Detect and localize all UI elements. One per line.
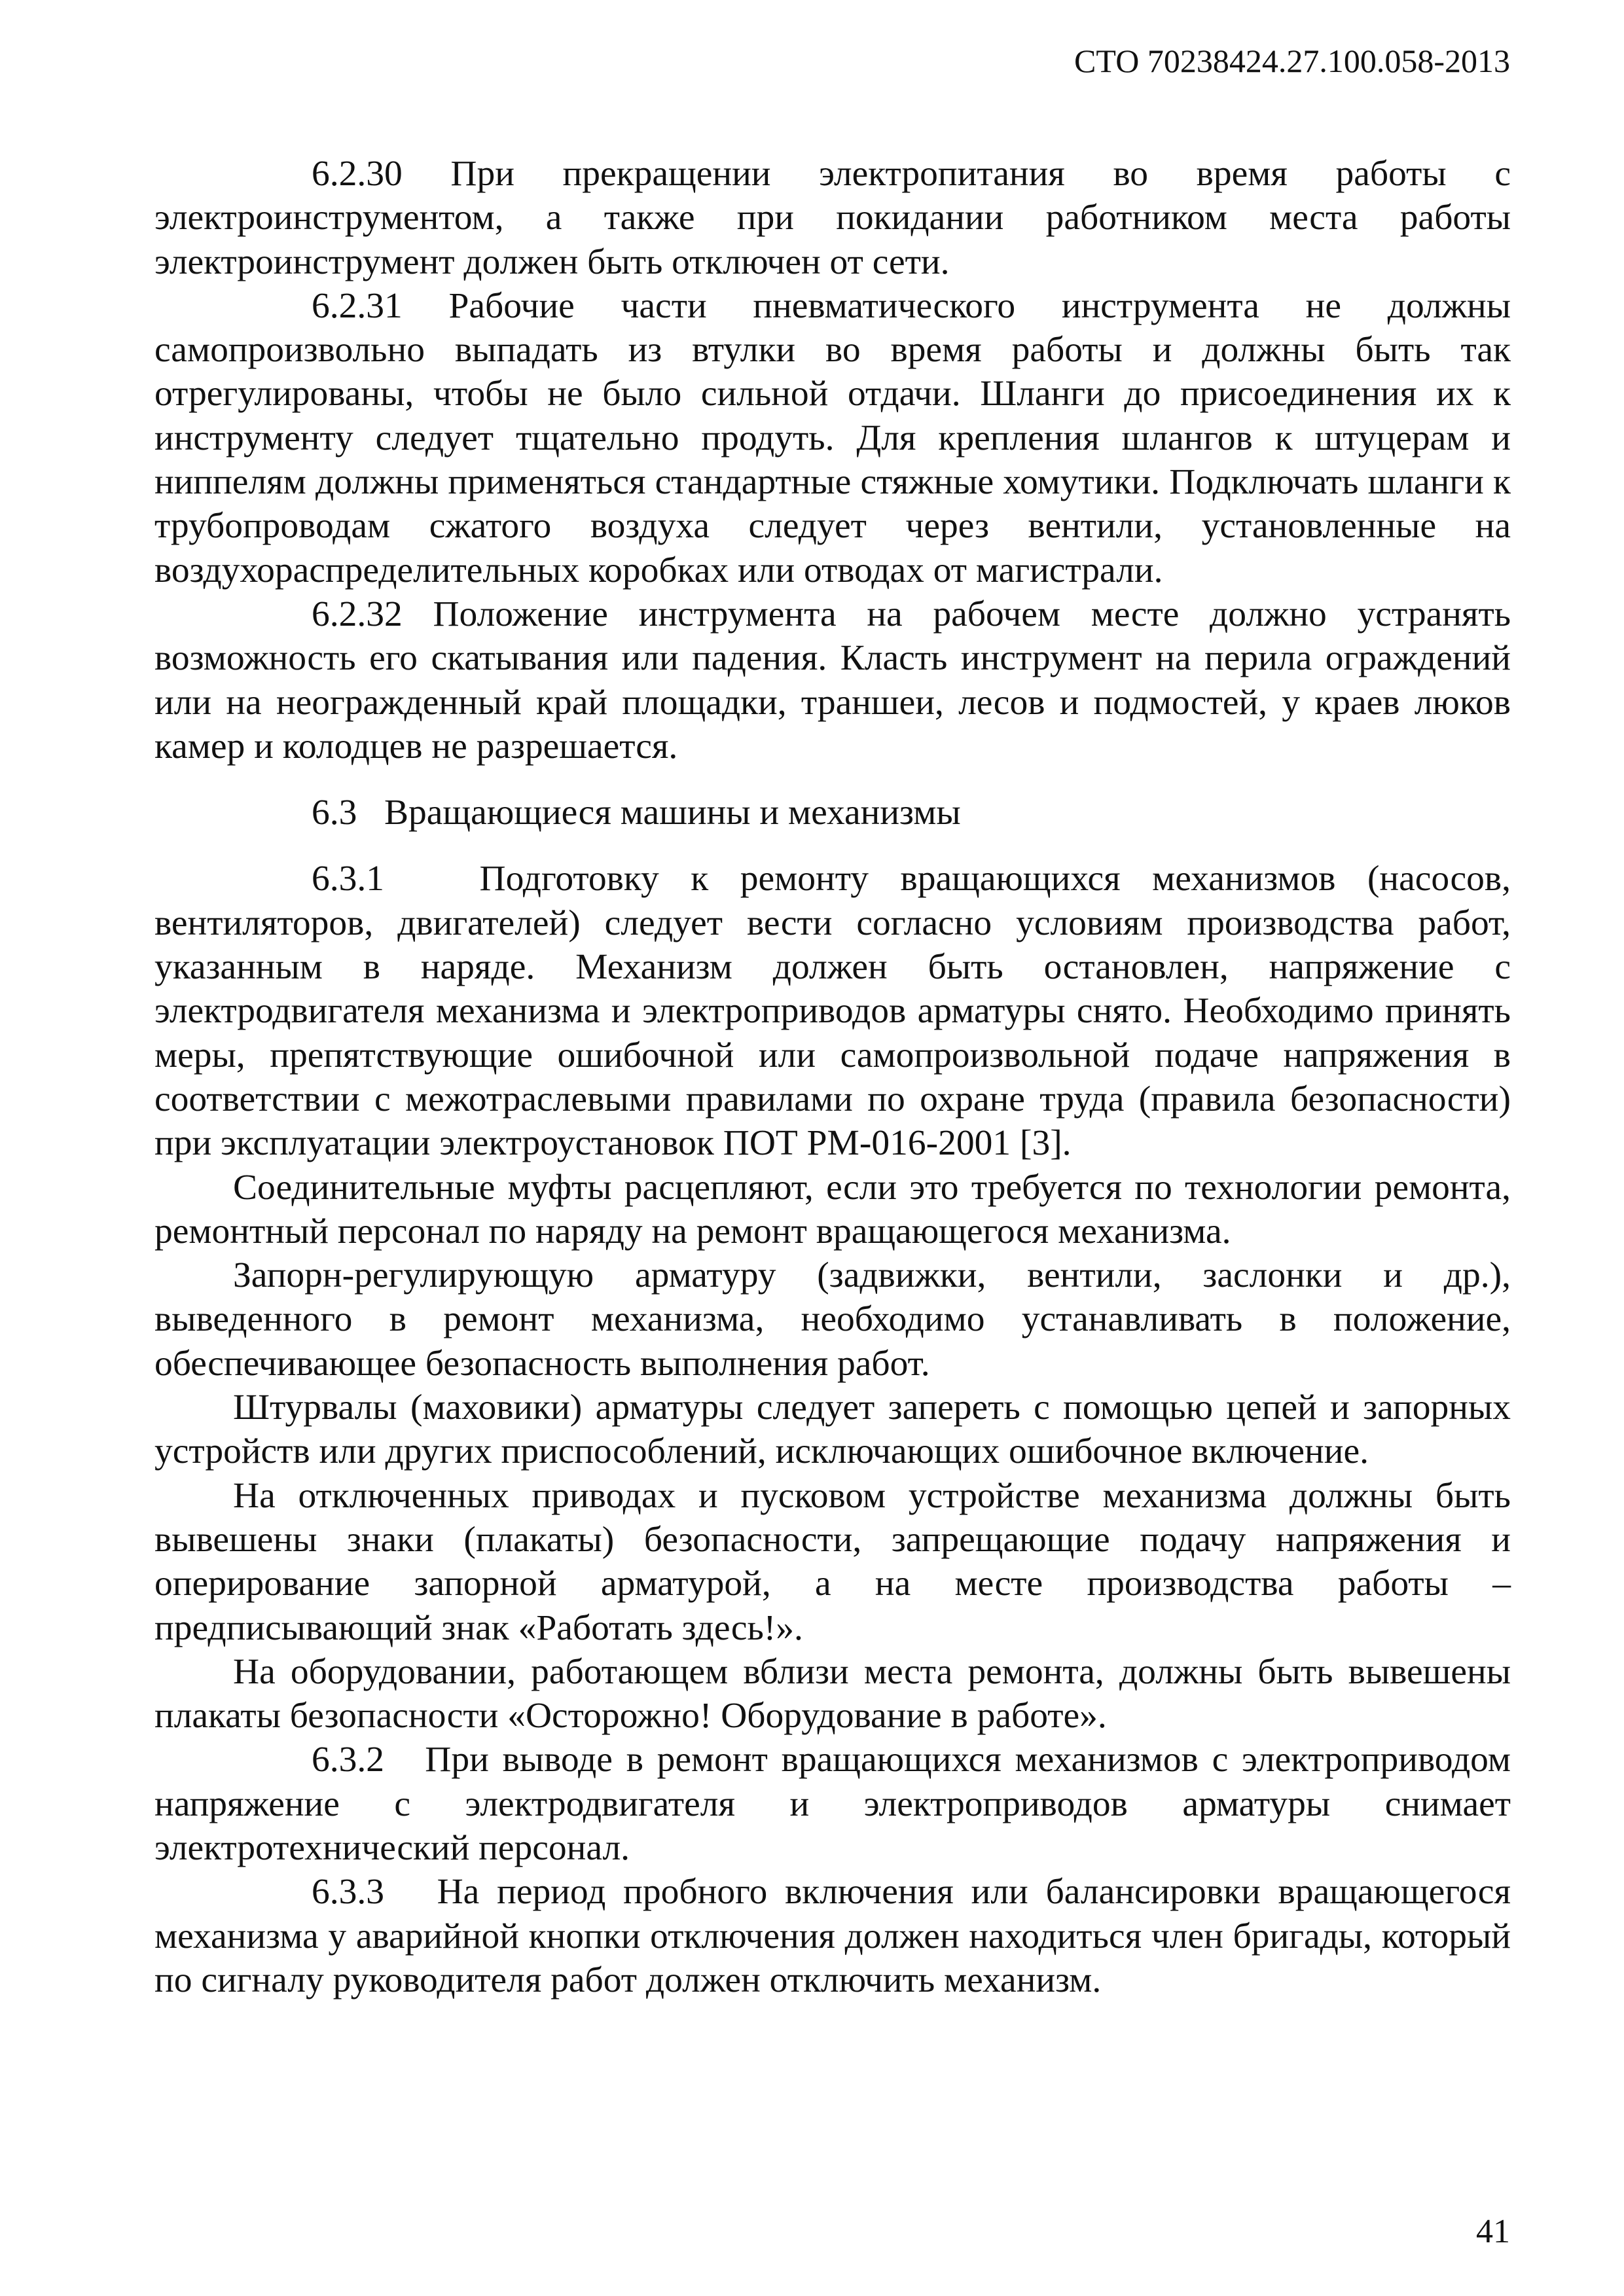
paragraph-text: Штурвалы (маховики) арматуры следует запереть с помощью цепей и запорных устройств или других приспособлений, исключающих ошибочное включение.: [154, 1388, 1511, 1472]
paragraph-number: 6.2.30: [312, 154, 403, 194]
paragraph-handwheels: [154, 1386, 1511, 1474]
paragraph-text: На отключенных приводах и пусковом устройстве механизма должны быть вывешены знаки (плакаты) безопасности, запрещающие подачу напряжения и оперирование запорной арматурой, а на месте производства работы – предписывающий знак «Работать здесь!».: [154, 1475, 1511, 1648]
paragraph-text: На период пробного включения или балансировки вращающегося механизма у аварийной кнопки отключения должен находиться член бригады, который по сигналу руководителя работ должен отключить механизм.: [154, 1872, 1511, 2000]
paragraph-warning-posters: [154, 1650, 1511, 1738]
paragraph-number: 6.2.32: [312, 594, 403, 634]
paragraph-6-2-32: [154, 592, 1511, 768]
document-code-header: СТО 70238424.27.100.058-2013: [1074, 43, 1510, 79]
paragraph-text: На оборудовании, работающем вблизи места ремонта, должны быть вывешены плакаты безопасности «Осторожно! Оборудование в работе».: [154, 1651, 1511, 1736]
paragraph-6-3-1: [154, 857, 1511, 1165]
section-heading-6-3: [154, 791, 1511, 834]
paragraph-safety-signs: [154, 1474, 1511, 1650]
paragraph-text: Соединительные муфты расцепляют, если это требуется по технологии ремонта, ремонтный персонал по наряду на ремонт вращающегося механизма.: [154, 1167, 1511, 1251]
paragraph-number: 6.2.31: [312, 285, 403, 326]
paragraph-text: Подготовку к ремонту вращающихся механизмов (насосов, вентиляторов, двигателей) следует вести согласно условиям производства работ, указанным в наряде. Механизм должен быть остановлен, напряжение с электродвигателя механизма и электроприводов арматуры снято. Необходимо принять меры, препятствующие ошибочной или самопроизвольной подаче напряжения в соответствии с межотраслевыми правилами по охране труда (правила безопасности) при эксплуатации электроустановок ПОТ РМ-016-2001 [3].: [154, 859, 1511, 1164]
paragraph-text: Запорн-регулирующую арматуру (задвижки, вентили, заслонки и др.), выведенного в ремонт механизма, необходимо устанавливать в положение, обеспечивающее безопасность выполнения работ.: [154, 1255, 1511, 1384]
paragraph-text: Рабочие части пневматического инструмента не должны самопроизвольно выпадать из втулки во время работы и должны быть так отрегулированы, чтобы не было сильной отдачи. Шланги до присоединения их к инструменту следует тщательно продуть. Для крепления шлангов к штуцерам и ниппелям должны применяться стандартные стяжные хомутики. Подключать шланги к трубопроводам сжатого воздуха следует через вентили, установленные на воздухораспределительных коробках или отводах от магистрали.: [154, 285, 1511, 590]
page-number: 41: [1476, 2213, 1510, 2250]
paragraph-number: 6.3.2: [312, 1740, 384, 1780]
paragraph-number: 6.3.1: [312, 859, 384, 899]
paragraph-6-3-3: [154, 1870, 1511, 2002]
section-title: Вращающиеся машины и механизмы: [384, 793, 961, 833]
paragraph-couplings: [154, 1166, 1511, 1254]
paragraph-6-2-30: [154, 152, 1511, 284]
document-body: [154, 152, 1511, 2002]
paragraph-text: Положение инструмента на рабочем месте должно устранять возможность его скатывания или падения. Класть инструмент на перила ограждений или на неогражденный край площадки, траншеи, лесов и подмостей, у краев люков камер и колодцев не разрешается.: [154, 594, 1511, 766]
paragraph-6-2-31: [154, 284, 1511, 592]
paragraph-text: При прекращении электропитания во время работы с электроинструментом, а также при покидании работником места работы электроинструмент должен быть отключен от сети.: [154, 154, 1511, 282]
paragraph-valves: [154, 1253, 1511, 1386]
paragraph-6-3-2: [154, 1738, 1511, 1870]
paragraph-number: 6.3.3: [312, 1872, 384, 1912]
paragraph-text: При выводе в ремонт вращающихся механизмов с электроприводом напряжение с электродвигателя и электроприводов арматуры снимает электротехнический персонал.: [154, 1740, 1511, 1868]
section-number: 6.3: [312, 793, 357, 833]
